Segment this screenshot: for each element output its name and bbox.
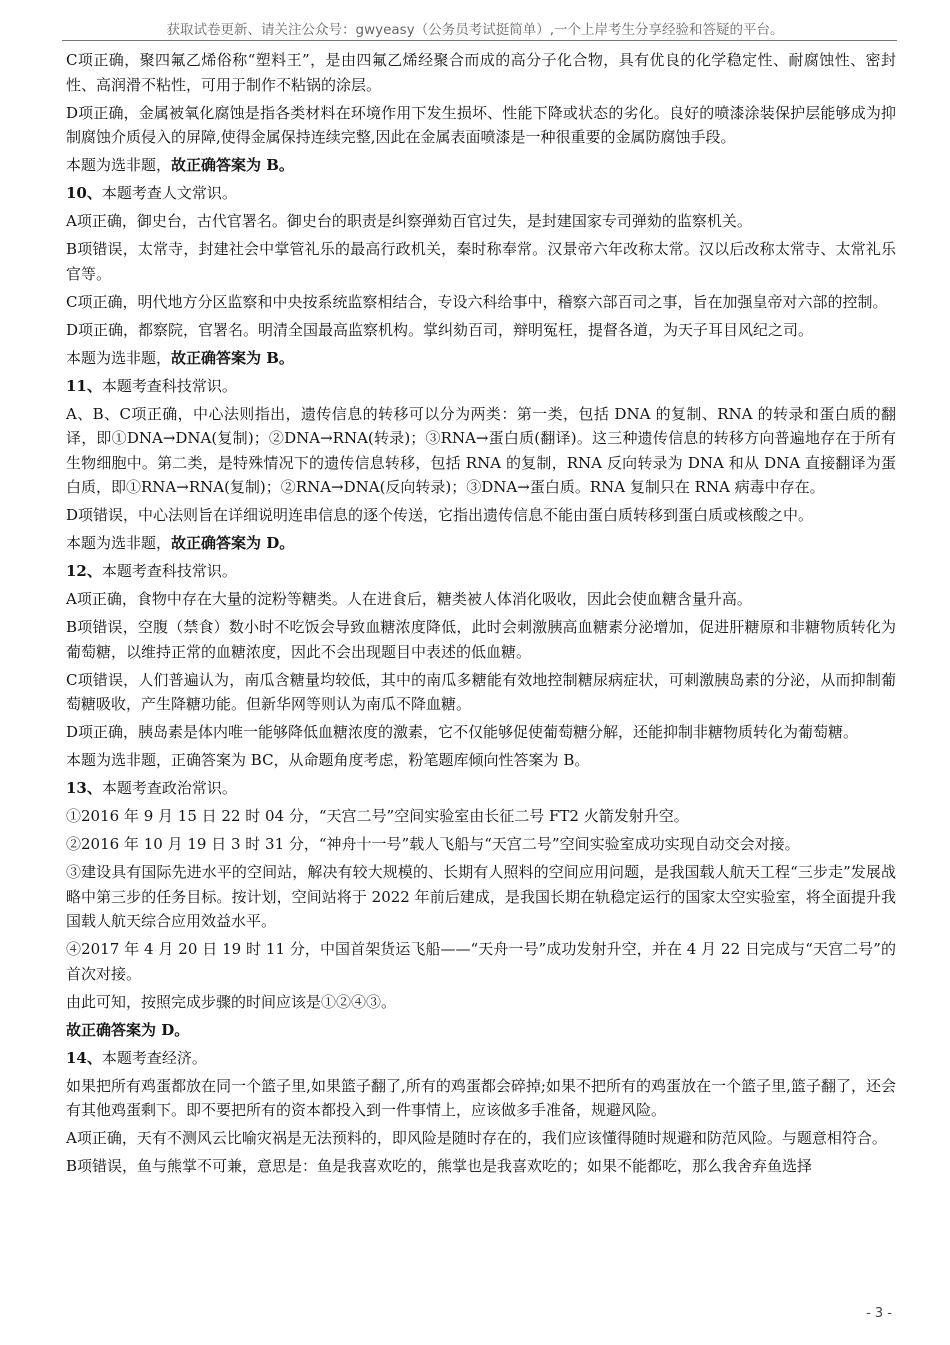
header-divider bbox=[62, 40, 897, 41]
paragraph bbox=[66, 1018, 896, 1043]
paragraph-text: D项错误，中心法则旨在详细说明连串信息的逐个传送，它指出遗传信息不能由蛋白质转移到蛋白质或核酸之中。 bbox=[66, 506, 814, 524]
paragraph-text: A、B、C项正确，中心法则指出，遗传信息的转移可以分为两类：第一类，包括 DNA 的复制、RNA 的转录和蛋白质的翻译，即①DNA→DNA(复制)；②DNA→RNA(转录)；③RNA→蛋白质(翻译)。这三种遗传信息的转移方向普遍地存在于所有生物细胞中。第二类，是特殊情况下的遗传信息转移，包括 RNA 的复制，RNA 反向转录为 DNA 和从 DNA 直接翻译为蛋白质，即①RNA→RNA(复制)；②RNA→DNA(反向转录)；③DNA→蛋白质。RNA 复制只在 RNA 病毒中存在。 bbox=[66, 404, 896, 496]
question-topic: 本题考查科技常识。 bbox=[101, 562, 237, 580]
paragraph-text: ③建设具有国际先进水平的空间站，解决有较大规模的、长期有人照料的空间应用问题，是我国载人航天工程“三步走”发展战略中第三步的任务目标。按计划，空间站将于 2022 年前后建成，是我国长期在轨稳定运行的国家太空实验室，将全面提升我国载人航天综合应用效益水平。 bbox=[66, 863, 896, 930]
page-header: 获取试卷更新、请关注公众号：gwyeasy（公务员考试挺简单）,一个上岸考生分享经验和答疑的平台。 bbox=[166, 22, 784, 38]
paragraph bbox=[66, 1046, 896, 1071]
question-topic: 本题考查人文常识。 bbox=[101, 184, 237, 202]
answer-text: 故正确答案为 B。 bbox=[171, 156, 294, 174]
paragraph bbox=[66, 587, 896, 612]
paragraph bbox=[66, 531, 896, 556]
paragraph-text: 本题为选非题， bbox=[66, 156, 172, 174]
paragraph-text: D项正确，都察院，官署名。明清全国最高监察机构。掌纠劾百司，辩明冤枉，提督各道，为天子耳目风纪之司。 bbox=[66, 320, 814, 339]
paragraph bbox=[66, 181, 896, 206]
paragraph bbox=[66, 559, 896, 584]
paragraph-text: D项正确，金属被氧化腐蚀是指各类材料在环境作用下发生损坏、性能下降或状态的劣化。良好的喷漆涂装保护层能够成为抑制腐蚀介质侵入的屏障,使得金属保持连续完整,因此在金属表面喷漆是一种很重要的金属防腐蚀手段。 bbox=[66, 103, 896, 146]
paragraph bbox=[66, 290, 896, 315]
paragraph-text: ①2016 年 9 月 15 日 22 时 04 分，“天宫二号”空间实验室由长征二号 FT2 火箭发射升空。 bbox=[66, 807, 689, 825]
paragraph bbox=[66, 668, 896, 717]
paragraph bbox=[66, 776, 896, 801]
paragraph bbox=[66, 402, 896, 500]
paragraph-text: 本题为选非题， bbox=[66, 534, 172, 552]
paragraph-text: 本题为选非题， bbox=[66, 348, 172, 367]
paragraph-text: A项正确，天有不测风云比喻灾祸是无法预料的，即风险是随时存在的，我们应该懂得随时规避和防范风险。与题意相符合。 bbox=[66, 1129, 887, 1147]
paragraph bbox=[66, 1154, 896, 1179]
question-number: 13、 bbox=[66, 779, 102, 797]
question-number: 11、 bbox=[66, 376, 102, 395]
page-number: - 3 - bbox=[866, 1306, 892, 1321]
paragraph-text: ②2016 年 10 月 19 日 3 时 31 分，“神舟十一号”载人飞船与“天宫二号”空间实验室成功实现自动交会对接。 bbox=[66, 835, 800, 853]
paragraph bbox=[66, 1074, 896, 1123]
question-topic: 本题考查政治常识。 bbox=[101, 779, 237, 797]
paragraph-text: 本题为选非题，正确答案为 BC，从命题角度考虑，粉笔题库倾向性答案为 B。 bbox=[66, 751, 590, 769]
paragraph bbox=[66, 374, 896, 399]
paragraph-text: B项错误，空腹（禁食）数小时不吃饭会导致血糖浓度降低，此时会刺激胰高血糖素分泌增加，促进肝糖原和非糖物质转化为葡萄糖，以维持正常的血糖浓度，因此不会出现题目中表述的低血糖。 bbox=[66, 618, 896, 661]
question-number: 10、 bbox=[66, 184, 102, 202]
answer-text: 故正确答案为 B。 bbox=[171, 348, 294, 367]
question-number: 14、 bbox=[66, 1048, 102, 1067]
paragraph bbox=[66, 748, 896, 773]
paragraph bbox=[66, 101, 896, 150]
paragraph-text: 由此可知，按照完成步骤的时间应该是①②④③。 bbox=[66, 992, 397, 1011]
paragraph-text: ④2017 年 4 月 20 日 19 时 11 分，中国首架货运飞船——“天舟一号”成功发射升空，并在 4 月 22 日完成与“天宫二号”的首次对接。 bbox=[66, 940, 896, 983]
paragraph-text: B项错误，太常寺，封建社会中掌管礼乐的最高行政机关，秦时称奉常。汉景帝六年改称太常。汉以后改称太常寺、太常礼乐官等。 bbox=[66, 240, 896, 283]
paragraph bbox=[66, 48, 896, 97]
paragraph bbox=[66, 209, 896, 234]
paragraph bbox=[66, 346, 896, 371]
paragraph bbox=[66, 1126, 896, 1151]
question-topic: 本题考查经济。 bbox=[101, 1048, 207, 1067]
document-body bbox=[66, 48, 896, 1182]
paragraph bbox=[66, 237, 896, 286]
paragraph-text: A项正确，御史台，古代官署名。御史台的职责是纠察弹劾百官过失，是封建国家专司弹劾的监察机关。 bbox=[66, 212, 752, 230]
question-number: 12、 bbox=[66, 562, 102, 580]
paragraph bbox=[66, 615, 896, 664]
paragraph bbox=[66, 503, 896, 528]
paragraph-text: 如果把所有鸡蛋都放在同一个篮子里,如果篮子翻了,所有的鸡蛋都会碎掉;如果不把所有的鸡蛋放在一个篮子里,篮子翻了，还会有其他鸡蛋剩下。即不要把所有的资本都投入到一件事情上，应该做多手准备，规避风险。 bbox=[66, 1076, 896, 1119]
answer-text: 故正确答案为 D。 bbox=[171, 534, 295, 552]
paragraph-text: A项正确，食物中存在大量的淀粉等糖类。人在进食后，糖类被人体消化吸收，因此会使血糖含量升高。 bbox=[66, 590, 752, 608]
paragraph bbox=[66, 804, 896, 829]
paragraph-text: B项错误，鱼与熊掌不可兼，意思是：鱼是我喜欢吃的，熊掌也是我喜欢吃的；如果不能都吃，那么我舍弃鱼选择 bbox=[66, 1157, 813, 1175]
paragraph-text: D项正确，胰岛素是体内唯一能够降低血糖浓度的激素，它不仅能够促使葡萄糖分解，还能抑制非糖物质转化为葡萄糖。 bbox=[66, 723, 859, 741]
paragraph bbox=[66, 860, 896, 934]
paragraph bbox=[66, 990, 896, 1015]
paragraph-text: C项正确，聚四氟乙烯俗称“塑料王”，是由四氟乙烯经聚合而成的高分子化合物，具有优良的化学稳定性、耐腐蚀性、密封性、高润滑不粘性，可用于制作不粘锅的涂层。 bbox=[66, 51, 896, 94]
paragraph bbox=[66, 318, 896, 343]
paragraph-text: C项正确，明代地方分区监察和中央按系统监察相结合，专设六科给事中，稽察六部百司之事，旨在加强皇帝对六部的控制。 bbox=[66, 292, 888, 311]
paragraph bbox=[66, 832, 896, 857]
answer-text: 故正确答案为 D。 bbox=[66, 1020, 190, 1039]
paragraph bbox=[66, 720, 896, 745]
paragraph bbox=[66, 937, 896, 986]
paragraph-text: C项错误，人们普遍认为，南瓜含糖量均较低，其中的南瓜多糖能有效地控制糖尿病症状，可刺激胰岛素的分泌，从而抑制葡萄糖吸收，产生降糖功能。但新华网等则认为南瓜不降血糖。 bbox=[66, 670, 896, 713]
paragraph bbox=[66, 153, 896, 178]
question-topic: 本题考查科技常识。 bbox=[101, 376, 237, 395]
